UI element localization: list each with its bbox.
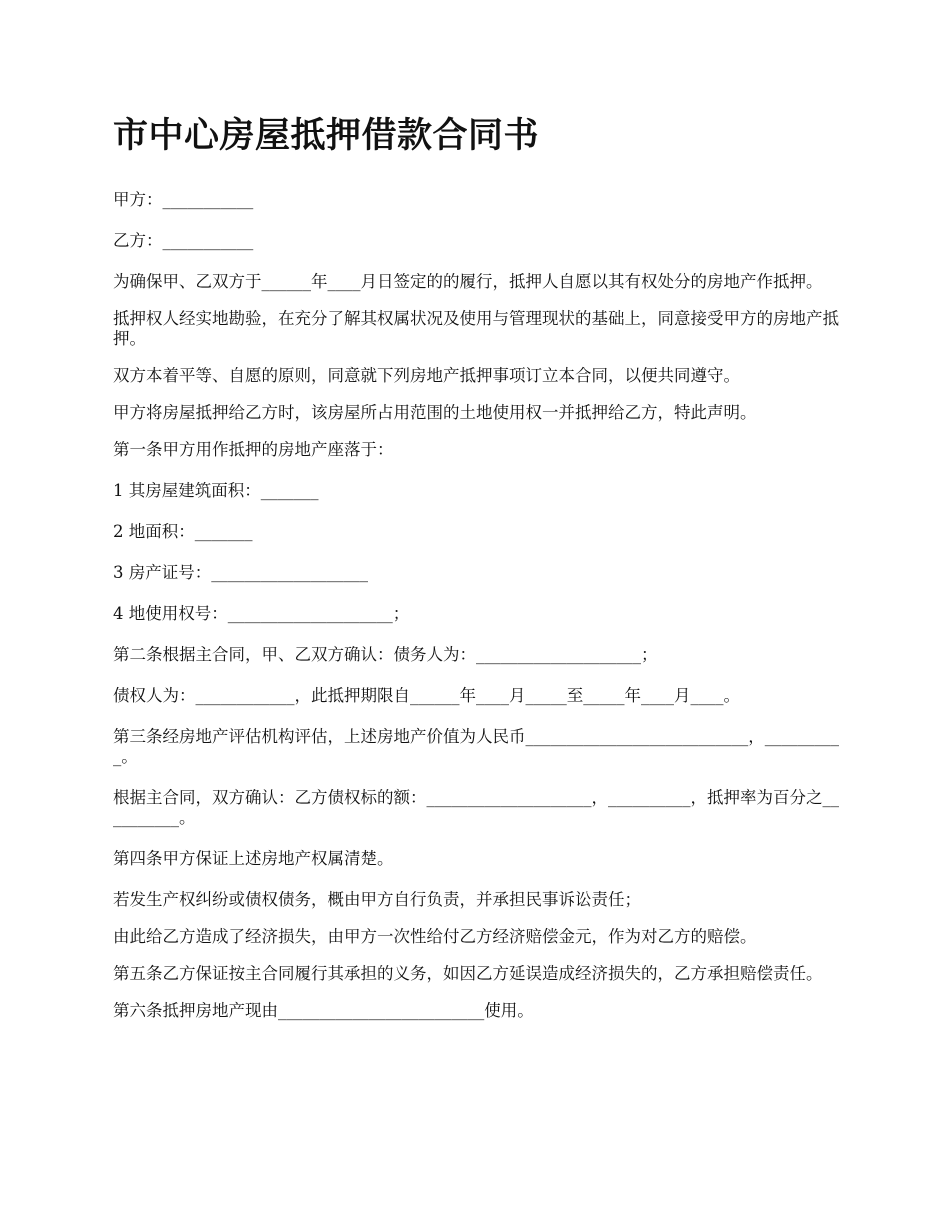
- article-4: 第四条甲方保证上述房地产权属清楚。: [113, 849, 394, 868]
- creditor-line: 债权人为：____________，此抵押期限自______年____月_____至_____年____月____。: [113, 686, 740, 705]
- paragraph-dispute: 若发生产权纠纷或债权债务，概由甲方自行负责，并承担民事诉讼责任；: [113, 890, 641, 909]
- article-1: 第一条甲方用作抵押的房地产座落于：: [113, 440, 394, 459]
- article-3: 第三条经房地产评估机构评估，上述房地产价值为人民币___________________________，__________。: [113, 727, 839, 766]
- article-1-item-4: 4 地使用权号：____________________；: [113, 604, 410, 623]
- paragraph-compensation: 由此给乙方造成了经济损失，由甲方一次性给付乙方经济赔偿金元，作为对乙方的赔偿。: [113, 927, 757, 946]
- party-b-line: 乙方：___________: [113, 231, 254, 250]
- paragraph-land-right: 甲方将房屋抵押给乙方时，该房屋所占用范围的土地使用权一并抵押给乙方，特此声明。: [113, 403, 757, 422]
- article-6: 第六条抵押房地产现由_________________________使用。: [113, 1001, 534, 1020]
- article-2: 第二条根据主合同，甲、乙双方确认：债务人为：____________________；: [113, 645, 658, 664]
- paragraph-inspection: 抵押权人经实地勘验，在充分了解其权属状况及使用与管理现状的基础上，同意接受甲方的房地产抵押。: [113, 309, 839, 348]
- paragraph-purpose: 为确保甲、乙双方于______年____月日签定的的履行，抵押人自愿以其有权处分的房地产作抵押。: [113, 272, 823, 291]
- paragraph-claim-amount: 根据主合同，双方确认：乙方债权标的额：____________________，__________，抵押率为百分之__________。: [113, 788, 839, 827]
- document-page: [113, 112, 840, 1038]
- paragraph-principle: 双方本着平等、自愿的原则，同意就下列房地产抵押事项订立本合同，以便共同遵守。: [113, 366, 740, 385]
- document-title: 市中心房屋抵押借款合同书: [113, 116, 540, 156]
- article-1-item-3: 3 房产证号：___________________: [113, 563, 368, 582]
- article-1-item-1: 1 其房屋建筑面积：_______: [113, 481, 319, 500]
- party-a-line: 甲方：___________: [113, 190, 254, 209]
- article-5: 第五条乙方保证按主合同履行其承担的义务，如因乙方延误造成经济损失的，乙方承担赔偿责任。: [113, 964, 823, 983]
- article-1-item-2: 2 地面积：_______: [113, 522, 253, 541]
